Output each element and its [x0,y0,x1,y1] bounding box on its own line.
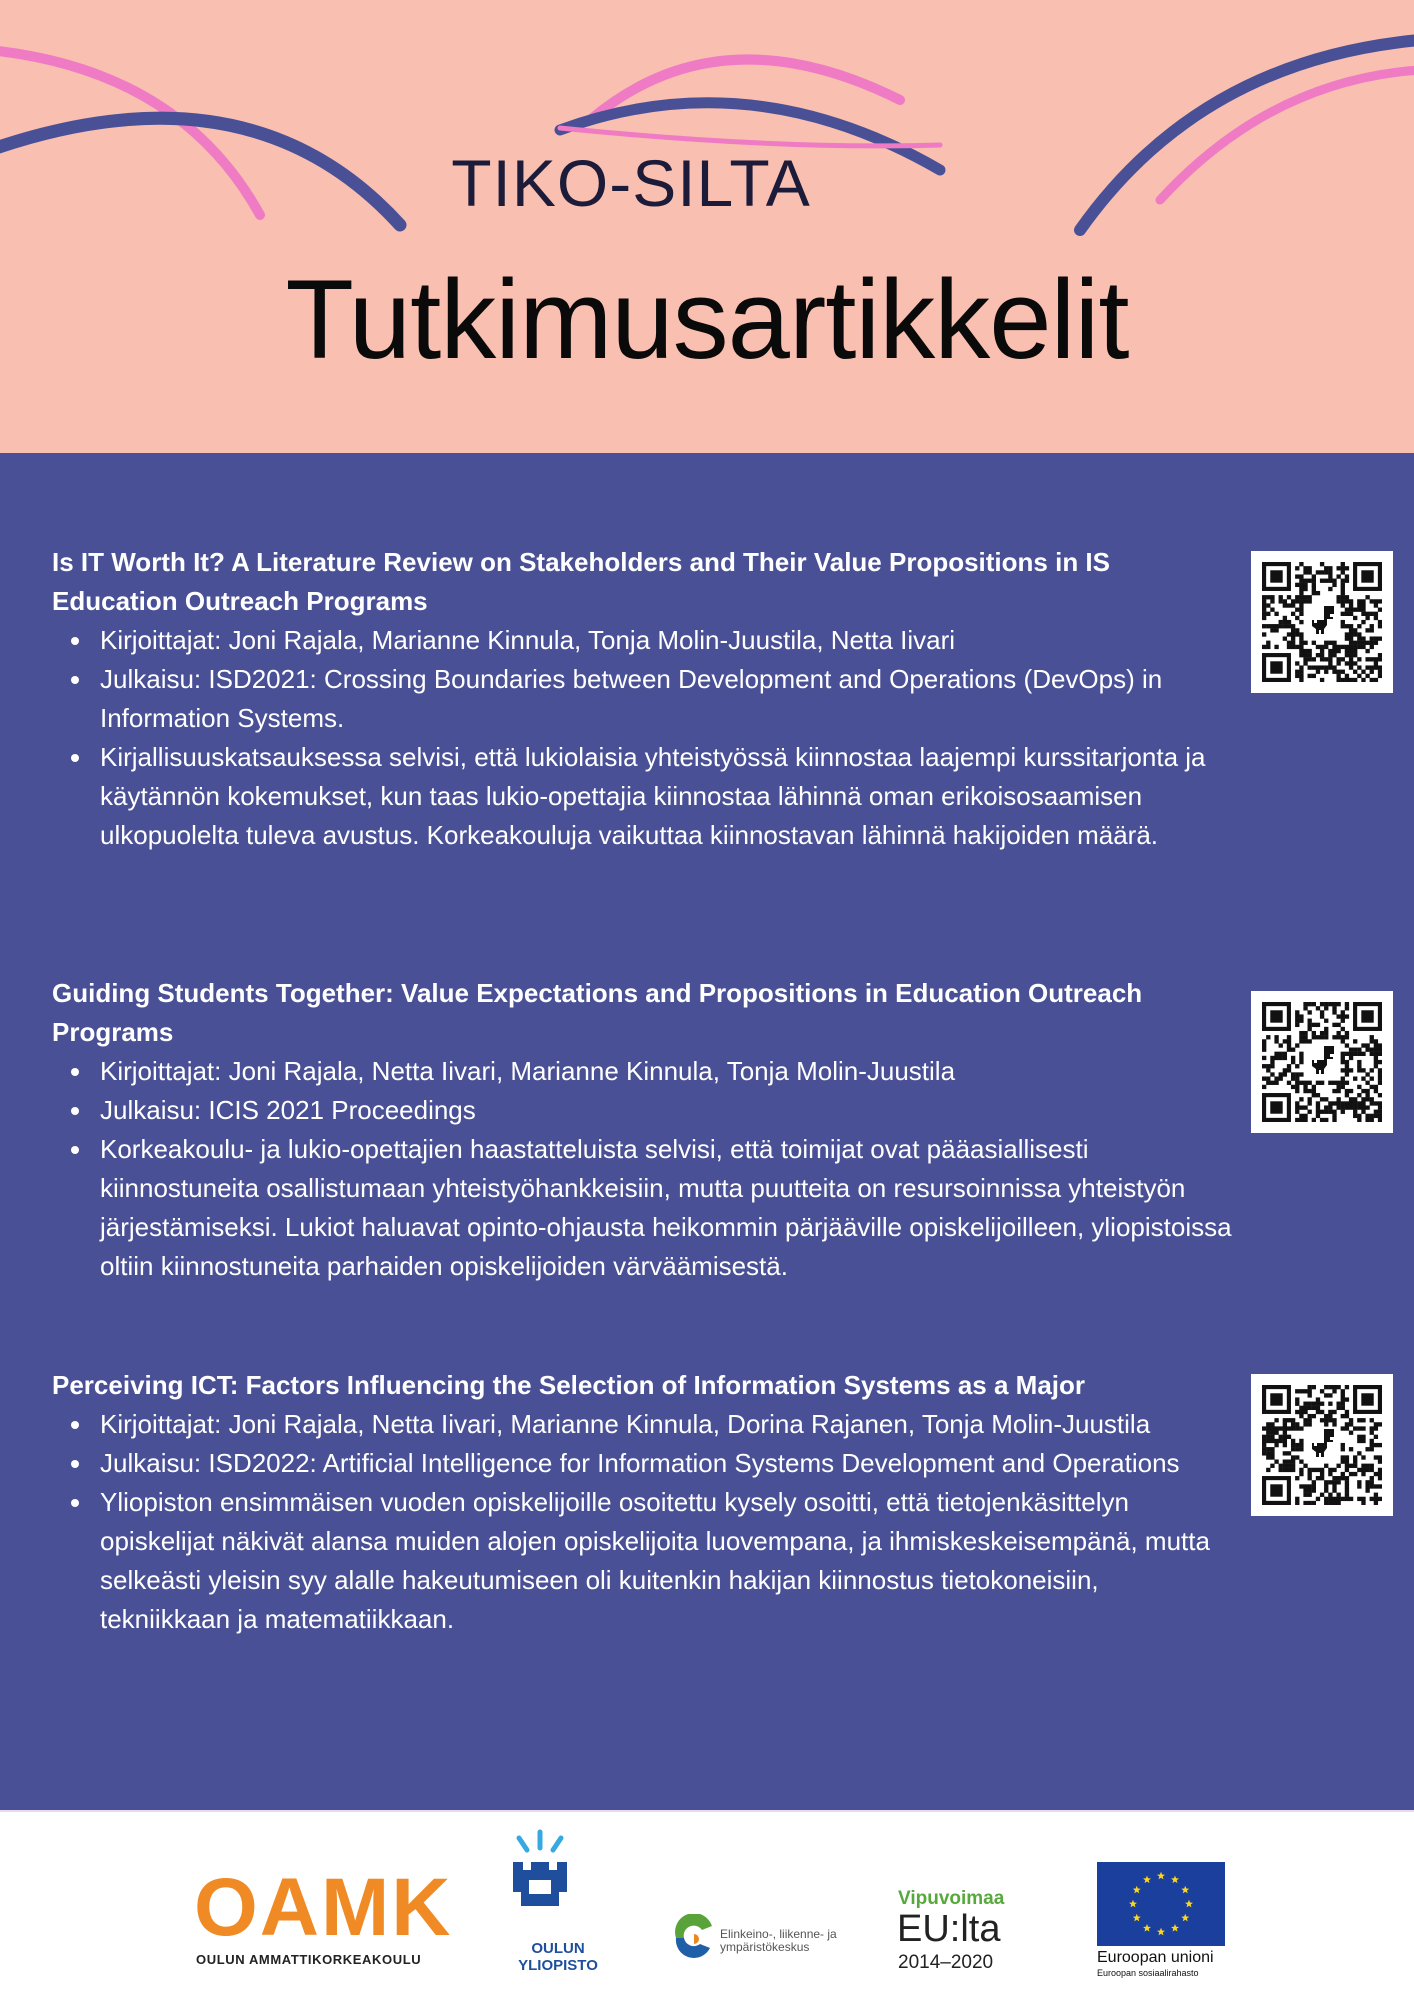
ely-centre-name: Elinkeino-, liikenne- ja ympäristökeskus [720,1927,837,1954]
articles-section [0,453,1414,1810]
article-publication: Julkaisu: ICIS 2021 Proceedings [52,1091,1232,1130]
article-details [52,1405,1232,1639]
header-banner [0,0,1414,453]
article-1 [52,543,1232,855]
ely-centre-logo-icon [672,1914,716,1960]
page-title: Tutkimusartikkelit [285,257,1129,382]
article-title[interactable]: Guiding Students Together: Value Expectations and Propositions in Education Outreach Programs [52,978,1143,1047]
article-summary: Kirjallisuuskatsauksessa selvisi, että lukiolaisia yhteistyössä kiinnostaa laajempi kurssitarjonta ja käytännön kokemukset, kun taas lukio-opettajia kiinnostaa lähinnä oman erikoisosaamisen ulkopuolelta tuleva avustus. Korkeakouluja vaikuttaa kiinnostavan lähinnä hakijoiden määrä. [52,738,1232,855]
article-details [52,621,1232,855]
eu-lta-label: EU:lta [897,1908,1001,1950]
eu-flag-icon [1097,1862,1225,1946]
program-years: 2014–2020 [898,1952,994,1973]
qr-code-article-1[interactable] [1251,551,1393,693]
article-2 [52,974,1232,1286]
oamk-logo-subtitle: OULUN AMMATTIKORKEAKOULU [196,1952,422,1967]
eu-fund-label: Euroopan sosiaalirahasto [1097,1968,1199,1978]
article-authors: Kirjoittajat: Joni Rajala, Netta Iivari, Marianne Kinnula, Dorina Rajanen, Tonja Molin-Juustila [52,1405,1232,1444]
article-publication: Julkaisu: ISD2021: Crossing Boundaries between Development and Operations (DevOps) in Information Systems. [52,660,1232,738]
qr-code-article-2[interactable] [1251,991,1393,1133]
article-title[interactable]: Is IT Worth It? A Literature Review on Stakeholders and Their Value Propositions in IS Education Outreach Programs [52,547,1111,616]
brand-name: TIKO-SILTA [451,146,811,220]
decorative-swooshes [0,0,1414,453]
article-summary: Korkeakoulu- ja lukio-opettajien haastatteluista selvisi, että toimijat ovat pääasiallisesti kiinnostuneita osallistumaan yhteistyöhankkeisiin, mutta puutteita on resursoinnissa yhteistyön järjestämiseksi. Lukiot haluavat opinto-ohjausta heikommin pärjääville opiskelijoilleen, yliopistoissa oltiin kiinnostuneita parhaiden opiskelijoiden värväämisestä. [52,1130,1232,1286]
eu-union-label: Euroopan unioni [1097,1949,1214,1966]
article-authors: Kirjoittajat: Joni Rajala, Netta Iivari, Marianne Kinnula, Tonja Molin-Juustila [52,1052,1232,1091]
article-publication: Julkaisu: ISD2022: Artificial Intelligence for Information Systems Development and Operations [52,1444,1232,1483]
qr-code-article-3[interactable] [1251,1374,1393,1516]
oulu-university-name: OULUN YLIOPISTO [518,1940,598,1974]
article-summary: Yliopiston ensimmäisen vuoden opiskelijoille osoitettu kysely osoitti, että tietojenkäsittelyn opiskelijat näkivät alansa muiden alojen opiskelijoita luovempana, ja ihmiskeskeisempänä, mutta selkeästi yleisin syy alalle hakeutumiseen oli kuitenkin hakijan kiinnostus tietokoneisiin, tekniikkaan ja matematiikkaan. [52,1483,1232,1639]
oulu-university-logo-icon [505,1828,575,1938]
oamk-logo: OAMK [194,1862,453,1953]
vipuvoimaa-label: Vipuvoimaa [898,1888,1005,1909]
article-authors: Kirjoittajat: Joni Rajala, Marianne Kinnula, Tonja Molin-Juustila, Netta Iivari [52,621,1232,660]
article-title[interactable]: Perceiving ICT: Factors Influencing the Selection of Information Systems as a Major [52,1370,1086,1400]
article-3 [52,1366,1232,1639]
article-details [52,1052,1232,1286]
footer-logos [0,1810,1414,2000]
